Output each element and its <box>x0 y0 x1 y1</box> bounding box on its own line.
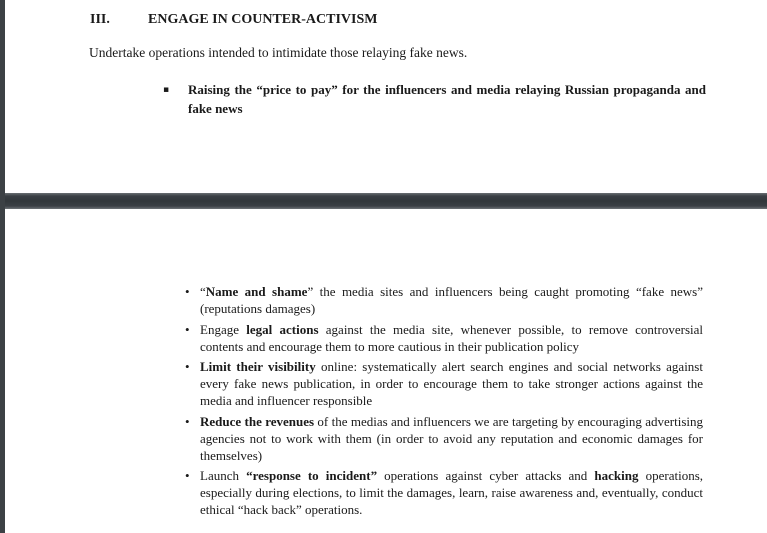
round-bullet-marker: • <box>185 468 190 483</box>
list-item <box>163 81 706 118</box>
list-item <box>185 467 710 518</box>
bullet-list <box>185 283 710 522</box>
list-item <box>185 283 710 317</box>
round-bullet-marker: • <box>185 284 190 299</box>
section-title: ENGAGE IN COUNTER-ACTIVISM <box>148 12 378 27</box>
document-page-2 <box>5 209 767 533</box>
square-bullet-marker: ▪ <box>163 85 170 95</box>
list-item-text: Launch “response to incident” operations against cyber attacks and hacking operations, especially during elections, to limit the damages, learn, raise awareness and, eventually, conduct ethical “hack back” operations. <box>200 468 704 517</box>
viewer-left-edge <box>0 0 5 533</box>
intro-paragraph: Undertake operations intended to intimidate those relaying fake news. <box>89 45 468 60</box>
section-heading <box>90 11 377 29</box>
list-item-text: “Name and shame” the media sites and influencers being caught promoting “fake news” (reputations damages) <box>200 284 703 316</box>
list-item-text: Reduce the revenues of the medias and influencers we are targeting by encouraging advertising agencies not to work with them (in order to avoid any reputation and economic damages for themselves) <box>200 413 703 463</box>
list-item <box>185 413 710 464</box>
section-number: III. <box>90 12 110 27</box>
round-bullet-marker: • <box>185 413 190 429</box>
page-separator <box>0 193 767 209</box>
list-item <box>185 321 710 355</box>
list-item <box>185 358 710 409</box>
list-item-text: Raising the “price to pay” for the influencers and media relaying Russian propaganda and fake news <box>188 82 706 116</box>
round-bullet-marker: • <box>185 321 190 337</box>
list-item-text: Limit their visibility online: systematically alert search engines and social networks against every fake news publication, in order to encourage them to take stronger actions against the media and influencer responsible <box>200 359 703 408</box>
list-item-text: Engage legal actions against the media site, whenever possible, to remove controversial contents and encourage them to more cautious in their publication policy <box>200 321 703 354</box>
document-page-1 <box>5 0 767 193</box>
round-bullet-marker: • <box>185 359 190 374</box>
